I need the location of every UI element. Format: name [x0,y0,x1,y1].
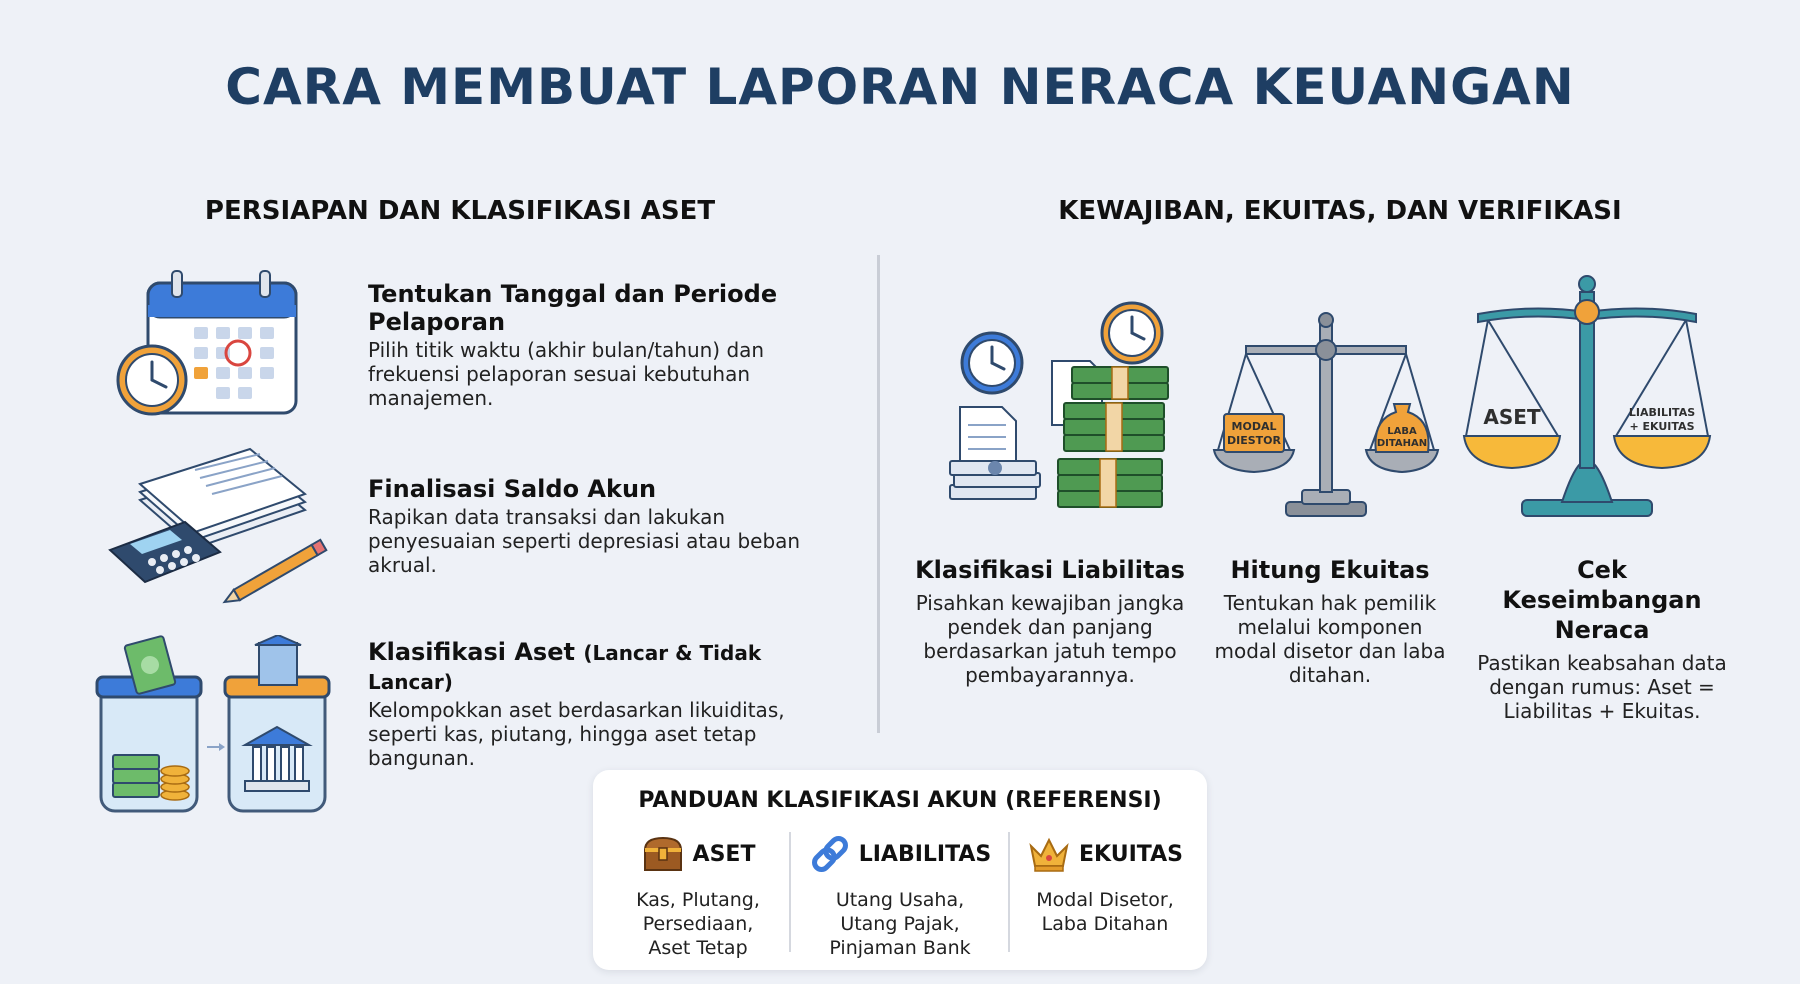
reference-aset-line-3: Aset Tetap [648,937,748,959]
section-heading-right: KEWAJIBAN, EKUITAS, DAN VERIFIKASI [1058,196,1622,226]
page-title: CARA MEMBUAT LAPORAN NERACA KEUANGAN [225,58,1575,116]
pan-label-laba-2: DITAHAN [1376,438,1428,449]
section-heading-left: PERSIAPAN DAN KLASIFIKASI ASET [204,196,716,226]
col-liabilitas-title: Klasifikasi Liabilitas [915,556,1185,584]
reference-liabilitas-line-3: Pinjaman Bank [829,937,971,959]
asset-jars-icon [95,635,335,825]
pan-label-laba-1: LABA [1387,426,1417,437]
calendar-clock-icon [110,265,300,425]
pan-label-liab-1: LIABILITAS [1628,406,1696,419]
col-ekuitas [1205,555,1455,687]
col-keseimbangan-title: Cek Keseimbangan Neraca [1502,556,1702,644]
reference-item-liabilitas [800,832,1000,960]
reference-liabilitas-label: LIABILITAS [858,841,992,867]
step-1 [368,280,848,410]
col-ekuitas-desc: Tentukan hak pemilik melalui komponen modal disetor dan laba ditahan. [1214,591,1446,687]
money-stacks-clocks-icon [940,295,1170,535]
step-3 [368,638,848,770]
step-2 [368,475,848,577]
step-2-desc: Rapikan data transaksi dan lakukan penyesuaian seperti depresiasi atau beban akrual. [368,505,801,577]
step-3-title-main: Klasifikasi Aset [368,638,575,666]
step-3-desc: Kelompokkan aset berdasarkan likuiditas, seperti kas, piutang, hingga aset tetap bangunan. [368,698,785,770]
col-liabilitas-desc: Pisahkan kewajiban jangka pendek dan panjang berdasarkan jatuh tempo pembayarannya. [915,591,1185,687]
reference-aset-line-1: Kas, Plutang, [636,889,760,911]
chain-link-icon [809,834,851,874]
treasure-chest-icon [641,834,685,874]
step-1-title: Tentukan Tanggal dan Periode Pelaporan [368,280,778,336]
reference-title: PANDUAN KLASIFIKASI AKUN (REFERENSI) [638,788,1162,813]
reference-panel [593,770,1207,970]
section-divider [877,255,880,733]
step-1-desc: Pilih titik waktu (akhir bulan/tahun) dan frekuensi pelaporan sesuai kebutuhan manajemen. [368,338,765,410]
pan-label-modal-1: MODAL [1231,420,1277,433]
reference-item-aset [598,832,798,960]
reference-liabilitas-line-2: Utang Pajak, [840,913,960,935]
reference-aset-label: ASET [692,841,756,867]
pan-label-liab-2: + EKUITAS [1629,420,1695,433]
step-3-title-suffix: (Lancar & Tidak Lancar) [368,641,762,694]
col-keseimbangan-desc: Pastikan keabsahan data dengan rumus: Aset = Liabilitas + Ekuitas. [1477,651,1727,723]
reference-ekuitas-label: EKUITAS [1079,841,1183,867]
col-liabilitas [910,555,1190,687]
balance-check-icon [1462,272,1712,532]
reference-liabilitas-line-1: Utang Usaha, [835,889,965,911]
step-2-title: Finalisasi Saldo Akun [368,475,657,503]
reference-separator-1 [789,832,791,952]
col-ekuitas-title: Hitung Ekuitas [1230,556,1430,584]
crown-icon [1027,834,1071,874]
col-keseimbangan [1462,555,1742,723]
reference-item-ekuitas [1005,832,1205,936]
documents-calculator-icon [100,440,330,610]
pan-label-aset: ASET [1483,405,1541,429]
reference-ekuitas-line-2: Laba Ditahan [1041,913,1169,935]
reference-ekuitas-line-1: Modal Disetor, [1036,889,1174,911]
pan-label-modal-2: DIESTOR [1227,434,1281,447]
reference-aset-line-2: Persediaan, [642,913,754,935]
balance-scale-icon [1210,310,1440,530]
step-3-title [368,638,848,696]
